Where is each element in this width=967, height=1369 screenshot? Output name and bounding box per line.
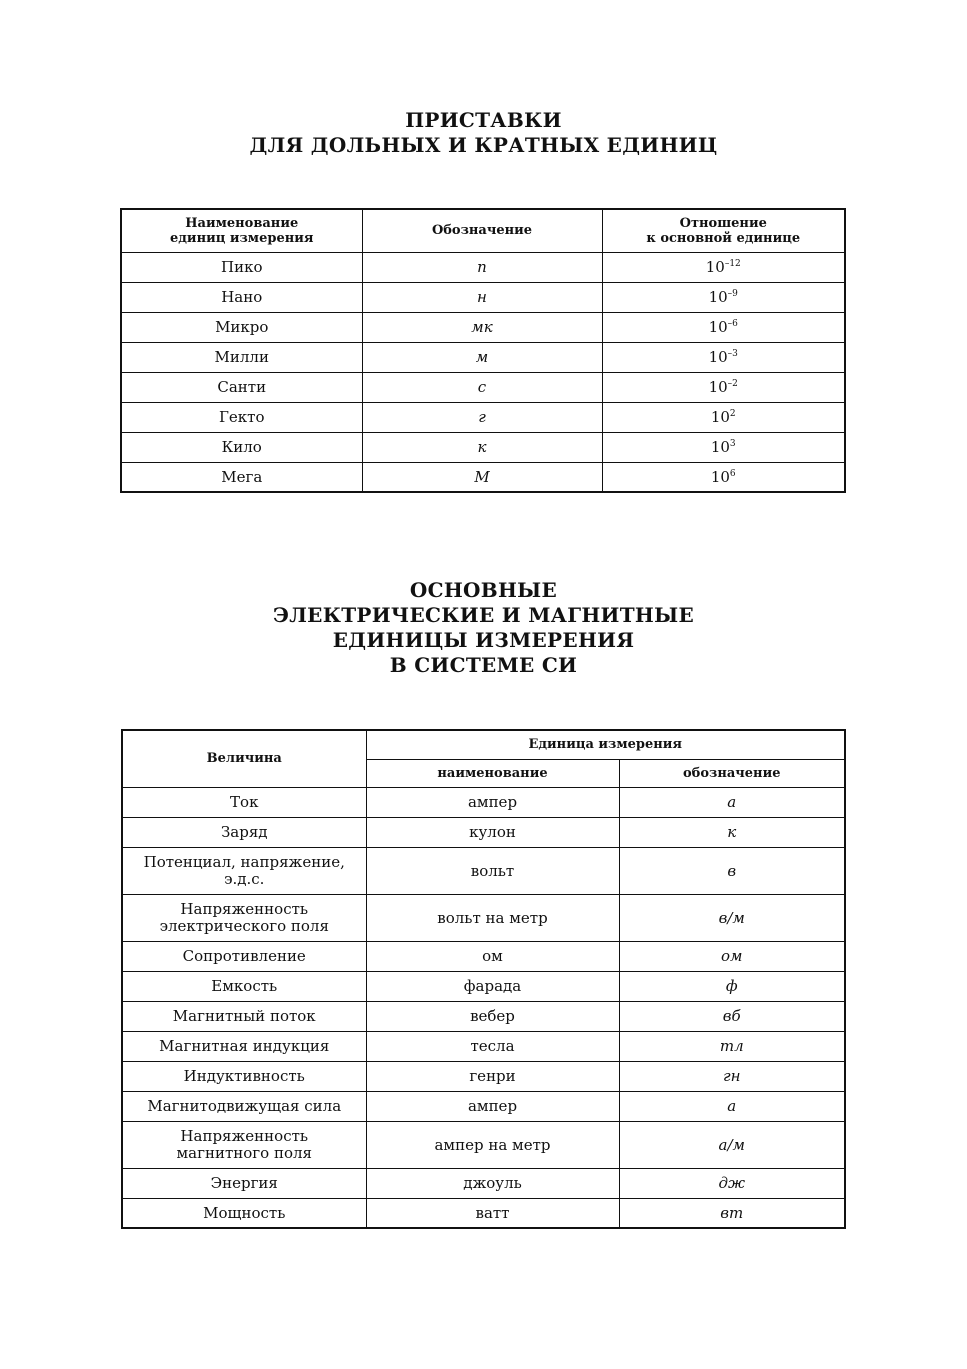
unit-name: ампер: [366, 787, 619, 817]
ratio-exponent: –2: [727, 379, 738, 389]
quantity-line: Ток: [230, 793, 259, 811]
table-row: [121, 462, 845, 492]
prefixes-header-row: [121, 209, 845, 252]
prefix-name: Нано: [121, 282, 362, 312]
table-row: [121, 432, 845, 462]
unit-name: фарада: [366, 971, 619, 1001]
si-header-unit-name: наименование: [366, 759, 619, 787]
prefix-name: Мега: [121, 462, 362, 492]
prefixes-table: [120, 208, 846, 493]
table-row: [122, 1198, 845, 1228]
si-title-line-2: ЭЛЕКТРИЧЕСКИЕ И МАГНИТНЫЕ: [272, 603, 694, 627]
table-row: [122, 787, 845, 817]
unit-name: вольт: [366, 847, 619, 894]
table-row: [122, 894, 845, 941]
ratio-exponent: –12: [724, 259, 741, 269]
unit-name: тесла: [366, 1031, 619, 1061]
prefix-ratio: [602, 402, 845, 432]
prefixes-title-line-2: ДЛЯ ДОЛЬНЫХ И КРАТНЫХ ЕДИНИЦ: [249, 133, 718, 157]
quantity-line: электрического поля: [159, 916, 329, 935]
prefix-name: Кило: [121, 432, 362, 462]
prefix-ratio: [602, 372, 845, 402]
quantity-line: магнитного поля: [176, 1143, 312, 1162]
unit-name: ампер на метр: [366, 1121, 619, 1168]
ratio-base: 10: [705, 258, 725, 276]
table-row: [122, 1168, 845, 1198]
quantity-cell: [122, 1168, 366, 1198]
ratio-base: 10: [708, 318, 728, 336]
table-row: [122, 1001, 845, 1031]
unit-name: ватт: [366, 1198, 619, 1228]
quantity-cell: [122, 1031, 366, 1061]
table-row: [122, 941, 845, 971]
prefix-symbol: н: [362, 282, 602, 312]
table-row: [122, 1091, 845, 1121]
prefix-name: Санти: [121, 372, 362, 402]
unit-symbol: а/м: [619, 1121, 845, 1168]
si-title-line-3: ЕДИНИЦЫ ИЗМЕРЕНИЯ: [332, 628, 635, 652]
header-ratio-line-2: к основной единице: [646, 230, 801, 246]
ratio-exponent: 2: [729, 409, 736, 419]
table-row: [122, 817, 845, 847]
table-row: [122, 1061, 845, 1091]
si-title-line-1: ОСНОВНЫЕ: [409, 578, 558, 602]
quantity-line: Потенциал, напряжение,: [143, 852, 345, 871]
ratio-exponent: –9: [727, 289, 738, 299]
prefix-ratio: [602, 312, 845, 342]
table-row: [121, 342, 845, 372]
ratio-exponent: –6: [727, 319, 738, 329]
prefix-name: Гекто: [121, 402, 362, 432]
unit-symbol: ф: [619, 971, 845, 1001]
quantity-cell: [122, 971, 366, 1001]
unit-symbol: дж: [619, 1168, 845, 1198]
ratio-base: 10: [710, 467, 730, 486]
header-name-line-1: Наименование: [185, 215, 299, 231]
prefix-ratio: [602, 282, 845, 312]
unit-symbol: гн: [619, 1061, 845, 1091]
si-units-table: [121, 729, 846, 1229]
quantity-cell: [122, 941, 366, 971]
quantity-cell: [122, 1198, 366, 1228]
quantity-line: Емкость: [211, 977, 278, 995]
unit-symbol: вб: [619, 1001, 845, 1031]
quantity-line: э.д.с.: [224, 869, 265, 888]
quantity-cell: [122, 787, 366, 817]
ratio-exponent: 3: [729, 439, 736, 449]
unit-name: ампер: [366, 1091, 619, 1121]
prefix-name: Микро: [121, 312, 362, 342]
quantity-line: Энергия: [210, 1174, 278, 1192]
prefix-symbol: м: [362, 342, 602, 372]
table-row: [122, 1031, 845, 1061]
ratio-base: 10: [708, 378, 728, 396]
unit-name: джоуль: [366, 1168, 619, 1198]
unit-name: кулон: [366, 817, 619, 847]
table-row: [122, 971, 845, 1001]
quantity-line: Магнитный поток: [172, 1007, 316, 1025]
prefixes-header-ratio: [602, 209, 845, 252]
prefix-ratio: [602, 252, 845, 282]
quantity-cell: [122, 817, 366, 847]
prefix-symbol: М: [362, 462, 602, 492]
ratio-base: 10: [710, 408, 730, 426]
prefixes-title-line-1: ПРИСТАВКИ: [405, 108, 562, 132]
si-header-unit-group: Единица измерения: [366, 730, 845, 759]
unit-name: вебер: [366, 1001, 619, 1031]
table-row: [121, 402, 845, 432]
unit-symbol: вт: [619, 1198, 845, 1228]
quantity-line: Сопротивление: [182, 947, 306, 965]
header-ratio-line-1: Отношение: [679, 215, 767, 231]
unit-symbol: а: [619, 1091, 845, 1121]
ratio-base: 10: [708, 348, 728, 366]
table-row: [121, 282, 845, 312]
ratio-exponent: 6: [729, 468, 736, 479]
unit-symbol: к: [619, 817, 845, 847]
quantity-cell: [122, 1061, 366, 1091]
unit-symbol: а: [619, 787, 845, 817]
prefixes-header-symbol: Обозначение: [362, 209, 602, 252]
prefix-symbol: г: [362, 402, 602, 432]
prefix-symbol: к: [362, 432, 602, 462]
prefix-symbol: п: [362, 252, 602, 282]
quantity-cell: [122, 1091, 366, 1121]
unit-symbol: тл: [619, 1031, 845, 1061]
quantity-line: Мощность: [203, 1203, 286, 1222]
si-units-title: [0, 578, 967, 678]
si-header-quantity: Величина: [122, 730, 366, 787]
quantity-line: Магнитодвижущая сила: [147, 1097, 342, 1115]
table-row: [121, 252, 845, 282]
quantity-line: Заряд: [220, 823, 268, 841]
ratio-base: 10: [710, 438, 730, 456]
prefix-ratio: [602, 342, 845, 372]
prefix-symbol: мк: [362, 312, 602, 342]
quantity-line: Напряженность: [180, 1126, 309, 1145]
header-name-line-2: единиц измерения: [170, 230, 314, 246]
unit-name: генри: [366, 1061, 619, 1091]
unit-name: ом: [366, 941, 619, 971]
quantity-cell: [122, 894, 366, 941]
quantity-cell: [122, 1121, 366, 1168]
si-title-line-4: В СИСТЕМЕ СИ: [389, 653, 578, 677]
table-row: [122, 847, 845, 894]
unit-name: вольт на метр: [366, 894, 619, 941]
table-row: [122, 1121, 845, 1168]
prefixes-header-name: [121, 209, 362, 252]
table-row: [121, 372, 845, 402]
prefix-name: Милли: [121, 342, 362, 372]
quantity-cell: [122, 1001, 366, 1031]
prefix-ratio: [602, 432, 845, 462]
quantity-line: Индуктивность: [183, 1067, 305, 1085]
prefix-symbol: с: [362, 372, 602, 402]
unit-symbol: ом: [619, 941, 845, 971]
quantity-line: Напряженность: [180, 899, 309, 918]
unit-symbol: в: [619, 847, 845, 894]
unit-symbol: в/м: [619, 894, 845, 941]
table-row: [121, 312, 845, 342]
prefixes-title: [0, 108, 967, 158]
quantity-line: Магнитная индукция: [159, 1037, 330, 1055]
si-header-row-1: [122, 730, 845, 759]
si-header-unit-symbol: обозначение: [619, 759, 845, 787]
ratio-base: 10: [708, 288, 728, 306]
quantity-cell: [122, 847, 366, 894]
prefix-ratio: [602, 462, 845, 492]
prefix-name: Пико: [121, 252, 362, 282]
ratio-exponent: –3: [727, 349, 738, 359]
